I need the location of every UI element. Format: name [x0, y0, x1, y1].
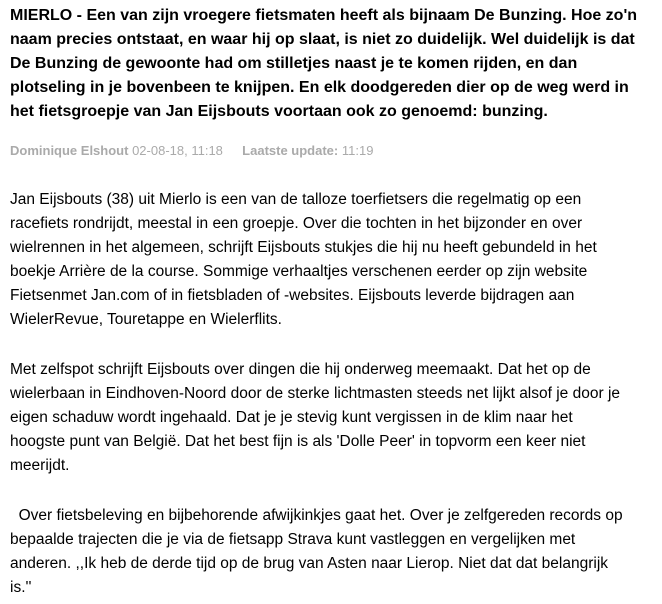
paragraph-line: Fietsenmet Jan.com of in fietsbladen of -websites. Eijsbouts leverde bijdragen aan [10, 287, 575, 304]
intro-line: het fietsgroepje van Jan Eijsbouts voortaan ook zo genoemd: bunzing. [10, 103, 548, 120]
paragraph-line: Over fietsbeleving en bijbehorende afwijkinkjes gaat het. Over je zelfgereden records op [10, 507, 623, 524]
paragraph-line: is.'' [10, 579, 32, 596]
article-meta [10, 143, 662, 158]
intro-line: De Bunzing de gewoonte had om stilletjes naast je te komen rijden, en dan [10, 55, 578, 72]
body-paragraph [10, 188, 662, 332]
paragraph-line: wielerbaan in Eindhoven-Noord door de sterke lichtmasten steeds net lijkt alsof je door je [10, 385, 621, 402]
paragraph-line: WielerRevue, Touretappe en Wielerflits. [10, 311, 282, 328]
author-name[interactable]: Dominique Elshout [10, 143, 129, 158]
intro-line: naam precies ontstaat, en waar hij op slaat, is niet zo duidelijk. Wel duidelijk is dat [10, 31, 635, 48]
paragraph-line: racefiets rondrijdt, meestal in een groepje. Over die tochten in het bijzonder en over [10, 215, 583, 232]
body-paragraph [10, 504, 662, 600]
body-paragraph [10, 358, 662, 478]
update-time: 11:19 [341, 143, 374, 158]
paragraph-line: hoogste punt van België. Dat het best fijn is als 'Dolle Peer' in topvorm een keer niet [10, 433, 586, 450]
published-date: 02-08-18, 11:18 [132, 143, 223, 158]
paragraph-line: meerijdt. [10, 457, 70, 474]
intro-line: plotseling in je bovenbeen te knijpen. En elk doodgereden dier op de weg werd in [10, 79, 629, 96]
paragraph-line: anderen. ,,Ik heb de derde tijd op de brug van Asten naar Lierop. Niet dat dat belangrijk [10, 555, 609, 572]
paragraph-line: Jan Eijsbouts (38) uit Mierlo is een van de talloze toerfietsers die regelmatig op een [10, 191, 582, 208]
paragraph-line: boekje Arrière de la course. Sommige verhaaltjes verschenen eerder op zijn website [10, 263, 588, 280]
paragraph-line: eigen schaduw wordt ingehaald. Dat je je stevig kunt vergissen in de klim naar het [10, 409, 573, 426]
paragraph-line: Met zelfspot schrijft Eijsbouts over dingen die hij onderweg meemaakt. Dat het op de [10, 361, 591, 378]
article-intro [10, 4, 662, 124]
paragraph-line: bepaalde trajecten die je via de fietsapp Strava kunt vastleggen en vergelijken met [10, 531, 576, 548]
update-label: Laatste update: [242, 143, 339, 158]
intro-line: MIERLO - Een van zijn vroegere fietsmaten heeft als bijnaam De Bunzing. Hoe zo'n [10, 7, 638, 24]
paragraph-line: wielrennen in het algemeen, schrijft Eijsbouts stukjes die hij nu heeft gebundeld in het [10, 239, 597, 256]
